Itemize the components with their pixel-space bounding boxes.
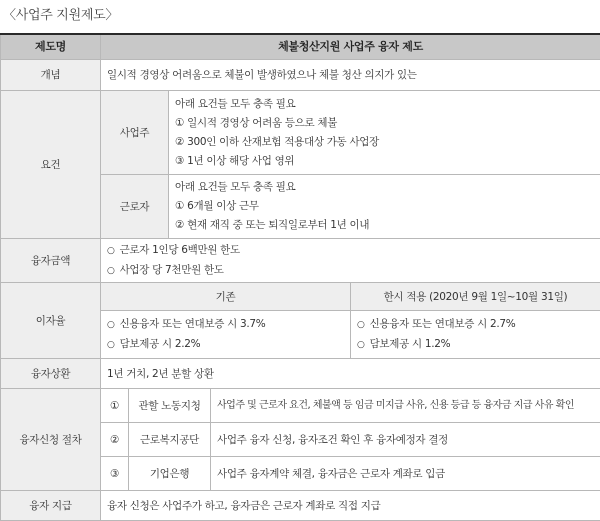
amount-list: [101, 239, 600, 283]
interest-base-list: [101, 311, 351, 359]
payment-label: 융자 지급: [1, 491, 101, 521]
employer-req-line: ① 일시적 경영상 어려움 등으로 체불: [175, 114, 594, 133]
interest-base-header: 기존: [101, 283, 351, 311]
worker-req-line: ① 6개월 이상 근무: [175, 197, 594, 216]
employer-req-line: ③ 1년 이상 해당 사업 영위: [175, 152, 594, 171]
interest-temp-list: [351, 311, 600, 359]
employer-req-line: 아래 요건들 모두 충족 필요: [175, 95, 594, 114]
repayment-label: 융자상환: [1, 359, 101, 389]
employer-requirements: [169, 91, 600, 175]
worker-label: 근로자: [101, 175, 169, 239]
employer-label: 사업주: [101, 91, 169, 175]
interest-base-item: ○ 담보제공 시 2.2%: [107, 335, 344, 355]
procedure-step-org: 근로복지공단: [129, 423, 211, 457]
support-program-table: [0, 33, 600, 521]
page-title: 〈사업주 지원제도〉: [3, 4, 118, 23]
amount-label: 융자금액: [1, 239, 101, 283]
header-program-name: 제도명: [1, 34, 101, 60]
procedure-step-number: ①: [101, 389, 129, 423]
worker-req-line: 아래 요건들 모두 충족 필요: [175, 178, 594, 197]
procedure-step-number: ②: [101, 423, 129, 457]
interest-temp-item: ○ 신용융자 또는 연대보증 시 2.7%: [357, 315, 594, 335]
repayment-text: 1년 거치, 2년 분할 상환: [101, 359, 600, 389]
interest-temp-header: 한시 적용 (2020년 9월 1일~10월 31일): [351, 283, 600, 311]
procedure-step-desc: 사업주 융자 신청, 융자조건 확인 후 융자예정자 결정: [211, 423, 600, 457]
procedure-label: 융자신청 절차: [1, 389, 101, 491]
worker-requirements: [169, 175, 600, 239]
interest-temp-item: ○ 담보제공 시 1.2%: [357, 335, 594, 355]
concept-text: 일시적 경영상 어려움으로 체불이 발생하였으나 체불 청산 의지가 있는: [101, 60, 600, 91]
amount-item: ○ 근로자 1인당 6백만원 한도: [107, 241, 594, 261]
concept-label: 개념: [1, 60, 101, 91]
employer-req-line: ② 300인 이하 산재보험 적용대상 가동 사업장: [175, 133, 594, 152]
interest-label: 이자율: [1, 283, 101, 359]
procedure-step-desc: 사업주 융자계약 체결, 융자금은 근로자 계좌로 입금: [211, 457, 600, 491]
procedure-step-org: 기업은행: [129, 457, 211, 491]
worker-req-line: ② 현재 재직 중 또는 퇴직일로부터 1년 이내: [175, 216, 594, 235]
procedure-step-org: 관할 노동지청: [129, 389, 211, 423]
procedure-step-number: ③: [101, 457, 129, 491]
amount-item: ○ 사업장 당 7천만원 한도: [107, 261, 594, 281]
procedure-step-desc: 사업주 및 근로자 요건, 체불액 등 임금 미지급 사유, 신용 등급 등 융자금 지급 사유 확인: [211, 389, 600, 423]
header-program-title: 체불청산지원 사업주 융자 제도: [101, 34, 600, 60]
interest-base-item: ○ 신용융자 또는 연대보증 시 3.7%: [107, 315, 344, 335]
payment-text: 융자 신청은 사업주가 하고, 융자금은 근로자 계좌로 직접 지급: [101, 491, 600, 521]
requirements-label: 요건: [1, 91, 101, 239]
